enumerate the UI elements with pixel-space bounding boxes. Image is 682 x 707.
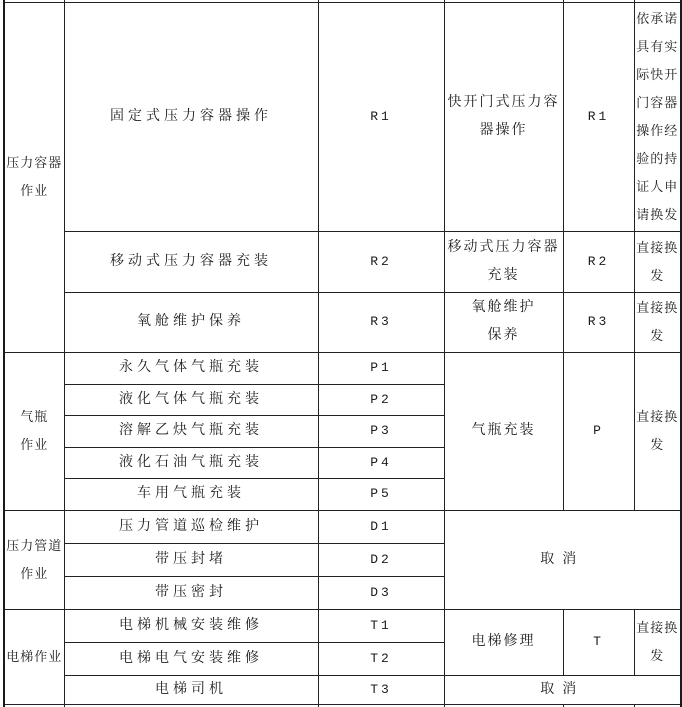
category-cell-pressure-pipeline: 压力管道 作业: [4, 510, 64, 609]
note-cell: 直接换 发: [634, 292, 681, 352]
table-row: [4, 675, 681, 704]
operation-cell: 压力管道巡检维护: [64, 510, 318, 543]
old-code-cell: P2: [318, 384, 444, 415]
category-cell-gas-cylinder: 气瓶 作业: [4, 352, 64, 510]
operation-cell: 车用气瓶充装: [64, 478, 318, 510]
table-row: [4, 292, 681, 352]
old-code-cell: T1: [318, 609, 444, 642]
operation-cell: 带压密封: [64, 576, 318, 609]
table-row: [4, 352, 681, 384]
note-cell-merged: 直接换 发: [634, 609, 681, 675]
new-operation-cell-merged: 电梯修理: [444, 609, 563, 675]
certificate-conversion-table: [3, 0, 682, 707]
result-cell-cancelled: 取消: [444, 510, 681, 609]
operation-cell: 电梯机械安装维修: [64, 609, 318, 642]
operation-cell: 溶解乙炔气瓶充装: [64, 415, 318, 447]
operation-cell: 带压封堵: [64, 543, 318, 576]
old-code-cell: T2: [318, 642, 444, 675]
operation-cell: 液化气体气瓶充装: [64, 384, 318, 415]
result-cell-cancelled: 取消: [444, 675, 681, 704]
operation-cell: 液化石油气瓶充装: [64, 447, 318, 478]
old-code-cell: T3: [318, 675, 444, 704]
new-operation-cell: 移动式压力容器 充装: [444, 231, 563, 292]
note-cell: 直接换 发: [634, 231, 681, 292]
new-operation-cell: 氧舱维护 保养: [444, 292, 563, 352]
old-code-cell: R2: [318, 231, 444, 292]
old-code-cell: D1: [318, 510, 444, 543]
new-code-cell-merged: P: [563, 352, 634, 510]
old-code-cell: P3: [318, 415, 444, 447]
old-code-cell: R1: [318, 2, 444, 231]
table-row: [4, 231, 681, 292]
old-code-cell: D3: [318, 576, 444, 609]
table-row: [4, 510, 681, 543]
operation-cell: 永久气体气瓶充装: [64, 352, 318, 384]
operation-cell: 电梯司机: [64, 675, 318, 704]
operation-cell: 氧舱维护保养: [64, 292, 318, 352]
old-code-cell: P1: [318, 352, 444, 384]
new-code-cell: R1: [563, 2, 634, 231]
old-code-cell: P4: [318, 447, 444, 478]
table-row: [4, 609, 681, 642]
new-operation-cell-merged: 气瓶充装: [444, 352, 563, 510]
table-row: [4, 2, 681, 231]
old-code-cell: P5: [318, 478, 444, 510]
new-operation-cell: 快开门式压力容 器操作: [444, 2, 563, 231]
old-code-cell: D2: [318, 543, 444, 576]
operation-cell: 固定式压力容器操作: [64, 2, 318, 231]
new-code-cell: R2: [563, 231, 634, 292]
operation-cell: 移动式压力容器充装: [64, 231, 318, 292]
new-code-cell: R3: [563, 292, 634, 352]
category-cell-elevator: 电梯作业: [4, 609, 64, 704]
category-cell-pressure-vessel: 压力容器 作业: [4, 2, 64, 352]
note-cell-merged: 直接换 发: [634, 352, 681, 510]
note-cell: 依承诺 具有实 际快开 门容器 操作经 验的持 证人申 请换发: [634, 2, 681, 231]
new-code-cell-merged: T: [563, 609, 634, 675]
old-code-cell: R3: [318, 292, 444, 352]
operation-cell: 电梯电气安装维修: [64, 642, 318, 675]
